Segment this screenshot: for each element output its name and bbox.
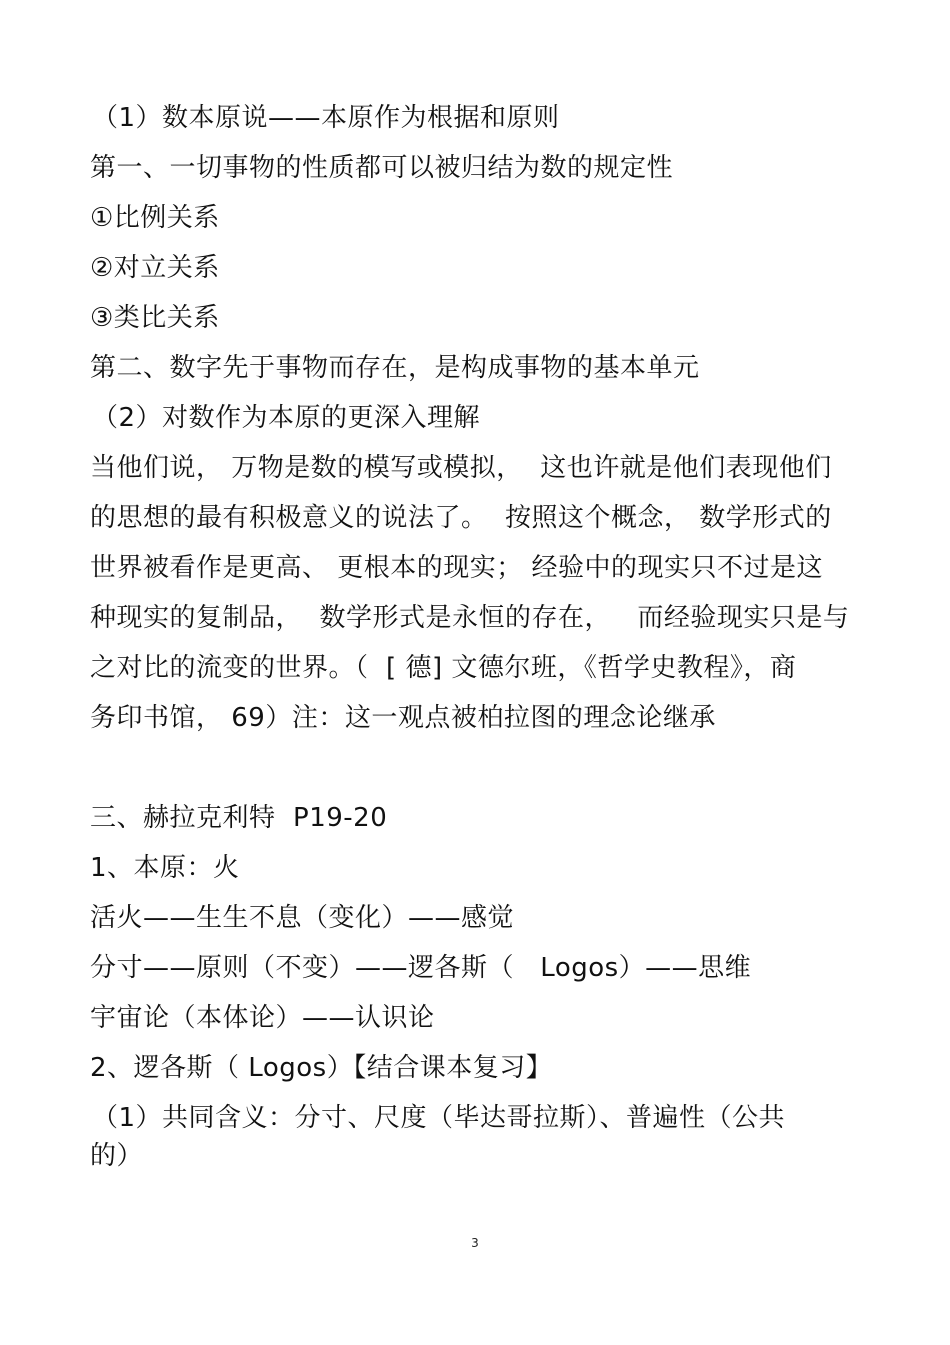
paragraph-line-3: 世界被看作是更高、 更根本的现实； 经验中的现实只不过是这 bbox=[90, 553, 824, 583]
section-heading-heraclitus: 三、赫拉克利特 P19-20 bbox=[90, 803, 388, 833]
text-line-first-point: 第一、一切事物的性质都可以被归结为数的规定性 bbox=[90, 153, 674, 183]
list-item-proportion: ①比例关系 bbox=[90, 203, 220, 233]
paragraph-line-5: 之对比的流变的世界。（ [ 德] 文德尔班，《哲学史教程》，商 bbox=[90, 653, 797, 683]
paragraph-line-4: 种现实的复制品， 数学形式是永恒的存在， 而经验现实只是与 bbox=[90, 603, 850, 633]
list-item-opposition: ②对立关系 bbox=[90, 253, 220, 283]
text-line-living-fire: 活火——生生不息（变化）——感觉 bbox=[90, 903, 515, 933]
paragraph-line-6: 务印书馆， 69）注：这一观点被柏拉图的理念论继承 bbox=[90, 703, 716, 733]
text-line-second-point: 第二、数字先于事物而存在，是构成事物的基本单元 bbox=[90, 353, 700, 383]
text-line-common-meaning: （1）共同含义：分寸、尺度（毕达哥拉斯）、普遍性（公共 bbox=[92, 1103, 786, 1133]
text-line-origin-fire: 1、本原：火 bbox=[90, 853, 240, 883]
heading-number-origin-theory: （1）数本原说——本原作为根据和原则 bbox=[92, 103, 560, 133]
heading-deeper-understanding: （2）对数作为本原的更深入理解 bbox=[92, 403, 481, 433]
list-item-analogy: ③类比关系 bbox=[90, 303, 220, 333]
text-line-logos-review: 2、逻各斯（ Logos）【结合课本复习】 bbox=[90, 1053, 553, 1083]
paragraph-line-1: 当他们说， 万物是数的模写或模拟， 这也许就是他们表现他们 bbox=[90, 453, 832, 483]
page-number: 3 bbox=[471, 1236, 479, 1250]
text-line-cosmology: 宇宙论（本体论）——认识论 bbox=[90, 1003, 435, 1033]
text-line-measure-logos: 分寸——原则（不变）——逻各斯（ Logos）——思维 bbox=[90, 953, 752, 983]
paragraph-line-2: 的思想的最有积极意义的说法了。 按照这个概念， 数学形式的 bbox=[90, 503, 832, 533]
text-line-common-meaning-cont: 的） bbox=[90, 1141, 144, 1171]
